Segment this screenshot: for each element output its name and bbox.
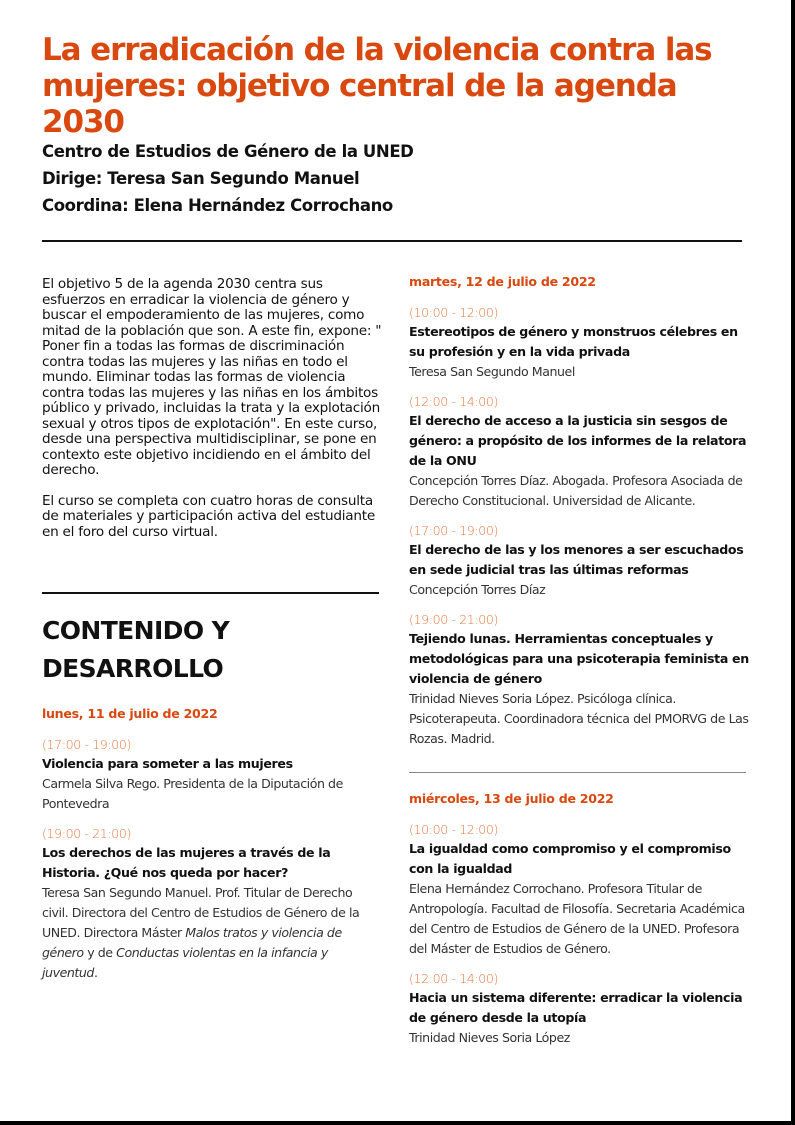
session-time: (12:00 - 14:00) (409, 971, 498, 986)
session (409, 969, 754, 1048)
session-time: (17:00 - 19:00) (42, 737, 131, 752)
session-time: (17:00 - 19:00) (409, 523, 498, 538)
day-block-wednesday (409, 790, 754, 1058)
intro-text (42, 277, 387, 555)
session-speaker: Carmela Silva Rego. Presidenta de la Diputación de Pontevedra (42, 776, 343, 811)
session-title: El derecho de las y los menores a ser escuchados en sede judicial tras las últimas reformas (409, 542, 744, 577)
master-title: Malos tratos y violencia de género (42, 925, 342, 960)
session-title: Estereotipos de género y monstruos célebres en su profesión y en la vida privada (409, 324, 738, 359)
session-speaker: Elena Hernández Corrochano. Profesora Titular de Antropología. Facultad de Filosofía. Secretaria Académica del Centro de Estudios de Género de la UNED. Profesora del Máster de Estudios de Género. (409, 881, 745, 956)
divider (42, 592, 379, 594)
session-time: (12:00 - 14:00) (409, 394, 498, 409)
session-time: (19:00 - 21:00) (409, 612, 498, 627)
director: Dirige: Teresa San Segundo Manuel (42, 169, 360, 188)
session-speaker: Trinidad Nieves Soria López (409, 1030, 570, 1045)
day-block-monday (42, 705, 377, 993)
session (409, 392, 754, 511)
speaker-text: y de (83, 945, 117, 960)
session-speaker: Concepción Torres Díaz. Abogada. Profesora Asociada de Derecho Constitucional. Universidad de Alicante. (409, 473, 743, 508)
document-title: La erradicación de la violencia contra las mujeres: objetivo central de la agenda 2030 (42, 32, 712, 140)
session-time: (19:00 - 21:00) (42, 826, 131, 841)
intro-paragraph: El curso se completa con cuatro horas de consulta de materiales y participación activa del estudiante en el foro del curso virtual. (42, 492, 375, 540)
session-title: El derecho de acceso a la justicia sin sesgos de género: a propósito de los informes de la relatora de la ONU (409, 413, 747, 468)
speaker-text: Teresa San Segundo Manuel. Prof. Titular de Derecho civil. Directora del Centro de Estudios de Género de la UNED. Directora Máster (42, 885, 360, 940)
session-title: Violencia para someter a las mujeres (42, 756, 293, 771)
day-date: lunes, 11 de julio de 2022 (42, 706, 218, 721)
divider (42, 240, 742, 242)
session-speaker: Concepción Torres Díaz (409, 582, 546, 597)
session-title: Los derechos de las mujeres a través de la Historia. ¿Qué nos queda por hacer? (42, 845, 331, 880)
session-speaker (42, 883, 377, 983)
section-title-line: CONTENIDO Y (42, 616, 230, 645)
master-title: Conductas violentas en la infancia y juventud (42, 945, 328, 980)
coordinator: Coordina: Elena Hernández Corrochano (42, 196, 393, 215)
day-date: martes, 12 de julio de 2022 (409, 274, 596, 289)
course-meta (42, 138, 413, 219)
session-speaker: Trinidad Nieves Soria López. Psicóloga clínica. Psicoterapeuta. Coordinadora técnica del PMORVG de Las Rozas. Madrid. (409, 691, 749, 746)
speaker-text: . (93, 965, 98, 980)
session (409, 610, 754, 749)
divider (409, 772, 746, 773)
section-title (42, 612, 229, 688)
session-title: Hacia un sistema diferente: erradicar la violencia de género desde la utopía (409, 990, 743, 1025)
intro-paragraph: El objetivo 5 de la agenda 2030 centra sus esfuerzos en erradicar la violencia de género y buscar el empoderamiento de las mujeres, como mitad de la población que son. A este fin, expone: " Poner fin a todas las formas de discriminación contra todas las mujeres y las niñas en todo el mundo. Eliminar todas las formas de violencia contra todas las mujeres y las niñas en los ámbitos público y privado, incluidas la trata y la explotación sexual y otros tipos de explotación". En este curso, desde una perspectiva multidisciplinar, se pone en contexto este objetivo incidiendo en el ámbito del derecho. (42, 276, 382, 478)
session-time: (10:00 - 12:00) (409, 305, 498, 320)
day-block-tuesday (409, 273, 754, 759)
session-time: (10:00 - 12:00) (409, 822, 498, 837)
session (409, 303, 754, 382)
organizer: Centro de Estudios de Género de la UNED (42, 142, 414, 161)
session-title: Tejiendo lunas. Herramientas conceptuales y metodológicas para una psicoterapia feminista en violencia de género (409, 631, 749, 686)
day-date: miércoles, 13 de julio de 2022 (409, 791, 614, 806)
session (409, 820, 754, 959)
session (42, 824, 377, 983)
session (409, 521, 754, 600)
session (42, 735, 377, 814)
section-title-line: DESARROLLO (42, 654, 224, 683)
session-title: La igualdad como compromiso y el compromiso con la igualdad (409, 841, 731, 876)
session-speaker: Teresa San Segundo Manuel (409, 364, 575, 379)
